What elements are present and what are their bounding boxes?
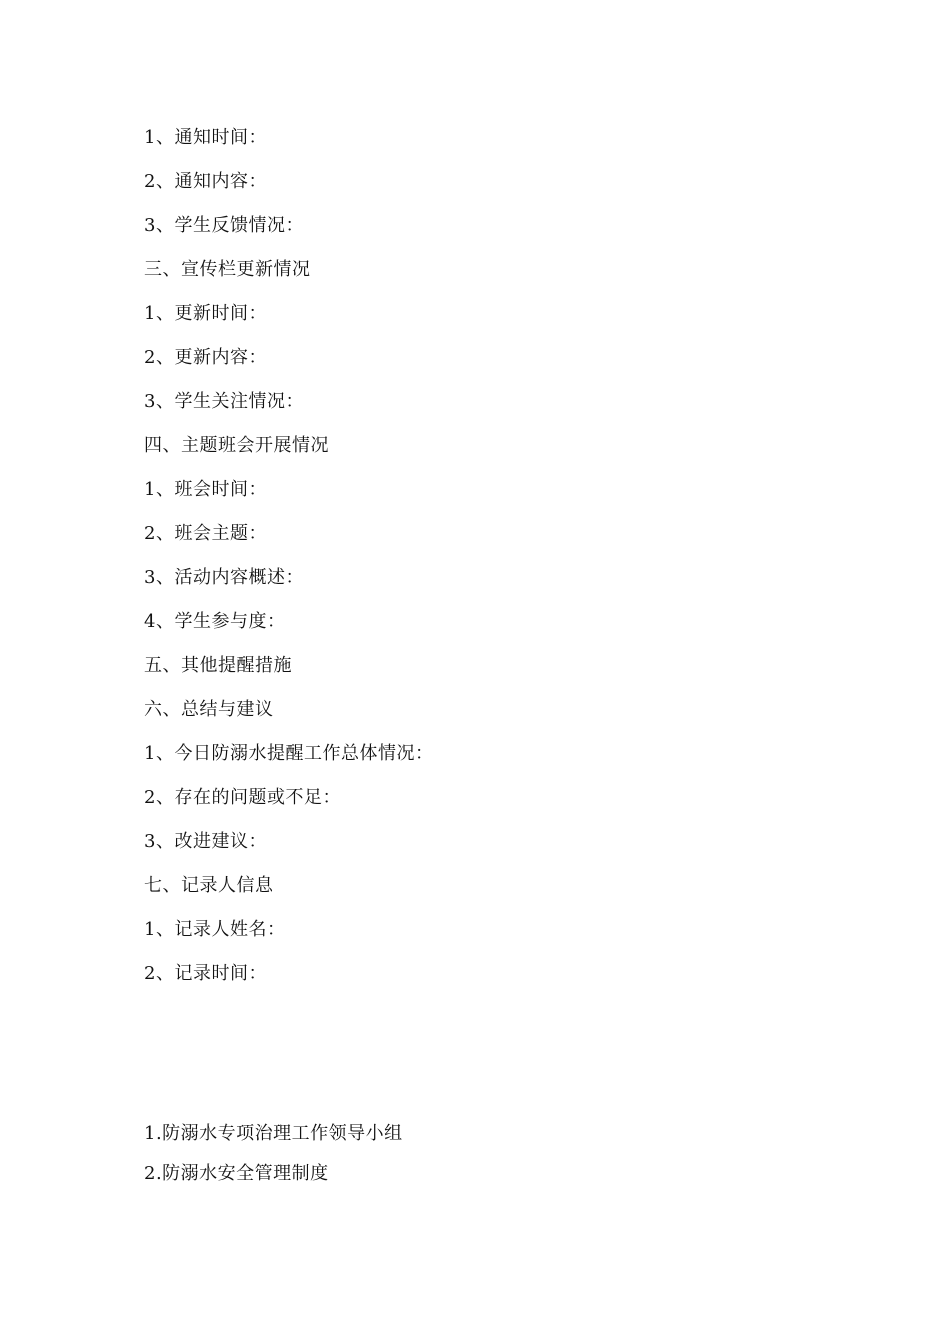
section-heading-other-measures: 五、其他提醒措施 [144, 655, 292, 676]
meeting-theme-line: 2、班会主题： [144, 523, 267, 544]
update-time-line: 1、更新时间： [144, 303, 267, 324]
student-feedback-line: 3、学生反馈情况： [144, 215, 304, 236]
student-attention-line: 3、学生关注情况： [144, 391, 304, 412]
update-content-line: 2、更新内容： [144, 347, 267, 368]
record-time-line: 2、记录时间： [144, 963, 267, 984]
notice-content-line: 2、通知内容： [144, 171, 267, 192]
appendix-item-1: 1.防溺水专项治理工作领导小组 [144, 1123, 403, 1144]
meeting-time-line: 1、班会时间： [144, 479, 267, 500]
improvement-line: 3、改进建议： [144, 831, 267, 852]
student-participation-line: 4、学生参与度： [144, 611, 286, 632]
overall-situation-line: 1、今日防溺水提醒工作总体情况： [144, 743, 434, 764]
recorder-name-line: 1、记录人姓名： [144, 919, 286, 940]
notice-time-line: 1、通知时间： [144, 127, 267, 148]
section-heading-recorder: 七、记录人信息 [144, 875, 274, 896]
activity-summary-line: 3、活动内容概述： [144, 567, 304, 588]
section-heading-class-meeting: 四、主题班会开展情况 [144, 435, 329, 456]
appendix-item-2: 2.防溺水安全管理制度 [144, 1163, 329, 1184]
section-heading-bulletin-board: 三、宣传栏更新情况 [144, 259, 311, 280]
problems-line: 2、存在的问题或不足： [144, 787, 341, 808]
section-heading-summary: 六、总结与建议 [144, 699, 274, 720]
